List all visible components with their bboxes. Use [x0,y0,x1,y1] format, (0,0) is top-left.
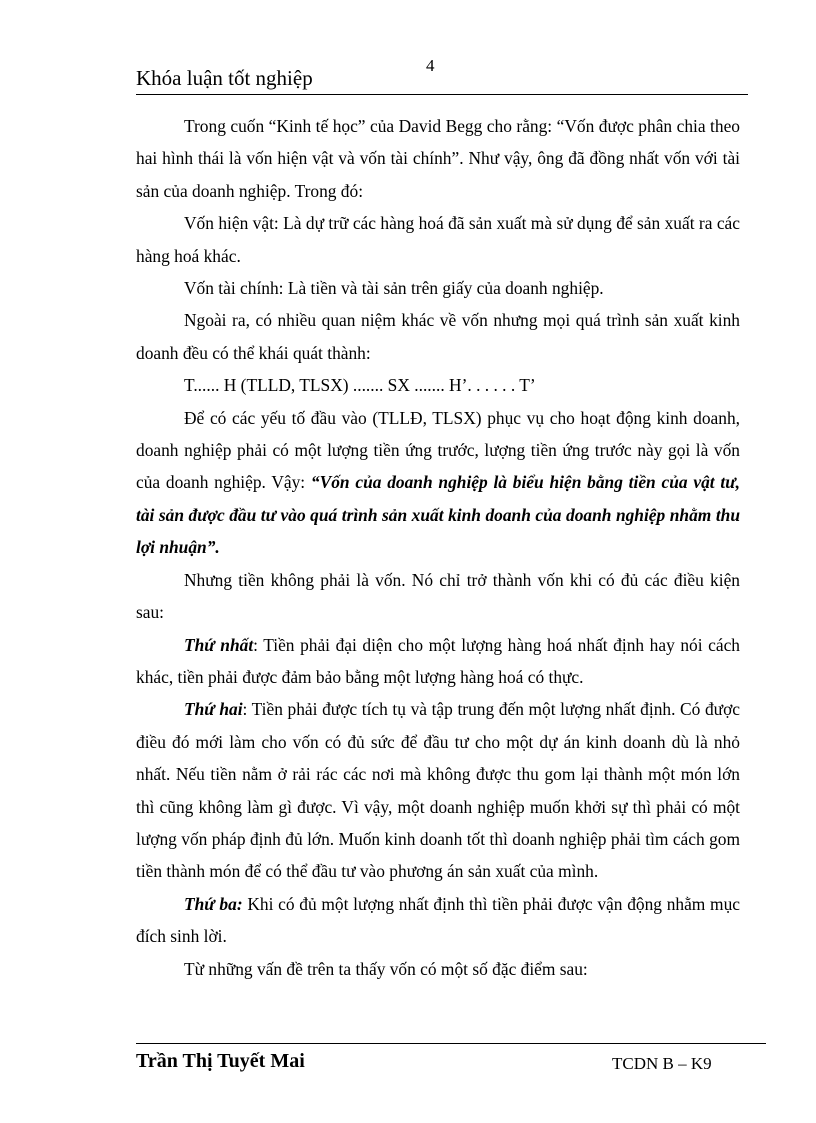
footer-divider [136,1043,766,1044]
footer-class-code: TCDN B – K9 [612,1054,712,1073]
document-body [136,110,740,985]
paragraph: Từ những vấn đề trên ta thấy vốn có một số đặc điểm sau: [184,958,588,979]
definition-intro: Để có các yếu tố đầu vào (TLLĐ, TLSX) phục vụ cho hoạt động kinh doanh, doanh nghiệp phải có một lượng tiền ứng trước, lượng tiền ứng trước này gọi là vốn của doanh nghiệp. Vậy: [136,407,740,493]
condition-text: : Tiền phải đại diện cho một lượng hàng hoá nhất định hay nói cách khác, tiền phải được đảm bảo bằng một lượng hàng hoá có thực. [136,634,740,687]
condition-label: Thứ ba: [184,893,243,914]
paragraph: Vốn hiện vật: Là dự trữ các hàng hoá đã sản xuất mà sử dụng để sản xuất ra các hàng hoá khác. [136,213,740,266]
paragraph: Vốn tài chính: Là tiền và tài sản trên giấy của doanh nghiệp. [184,278,604,299]
capital-definition: “Vốn của doanh nghiệp là biểu hiện bằng tiền của vật tư, tài sản được đầu tư vào quá trình sản xuất kinh doanh của doanh nghiệp nhằm thu lợi nhuận”. [136,472,740,558]
header-divider [136,94,748,95]
condition-text: : Tiền phải được tích tụ và tập trung đến một lượng nhất định. Có được điều đó mới làm cho vốn có đủ sức để đầu tư cho một dự án kinh doanh dù là nhỏ nhất. Nếu tiền nằm ở rải rác các nơi mà không được thu gom lại thành một món lớn thì cũng không làm gì được. Vì vậy, một doanh nghiệp muốn khởi sự thì phải có một lượng vốn pháp định đủ lớn. Muốn kinh doanh tốt thì doanh nghiệp phải tìm cách gom tiền thành món để có thể đầu tư vào phương án sản xuất của mình. [136,699,740,882]
paragraph-definition [136,402,740,564]
paragraph: Ngoài ra, có nhiều quan niệm khác về vốn nhưng mọi quá trình sản xuất kinh doanh đều có thể khái quát thành: [136,310,740,363]
footer-author: Trần Thị Tuyết Mai [136,1050,305,1072]
condition-third [136,888,740,953]
formula-line: T...... H (TLLD, TLSX) ....... SX ....... H’. . . . . . T’ [184,375,536,396]
paragraph: Trong cuốn “Kinh tế học” của David Begg cho rằng: “Vốn được phân chia theo hai hình thái là vốn hiện vật và vốn tài chính”. Như vậy, ông đã đồng nhất vốn với tài sản của doanh nghiệp. Trong đó: [136,116,740,201]
page-number: 4 [426,56,435,75]
condition-first [136,629,740,694]
header-title: Khóa luận tốt nghiệp [136,66,313,90]
condition-text: Khi có đủ một lượng nhất định thì tiền phải được vận động nhằm mục đích sinh lời. [136,893,740,947]
condition-second [136,693,740,887]
condition-label: Thứ hai [184,699,243,720]
paragraph: Nhưng tiền không phải là vốn. Nó chỉ trở thành vốn khi có đủ các điều kiện sau: [136,569,740,623]
condition-label: Thứ nhất [184,634,254,655]
